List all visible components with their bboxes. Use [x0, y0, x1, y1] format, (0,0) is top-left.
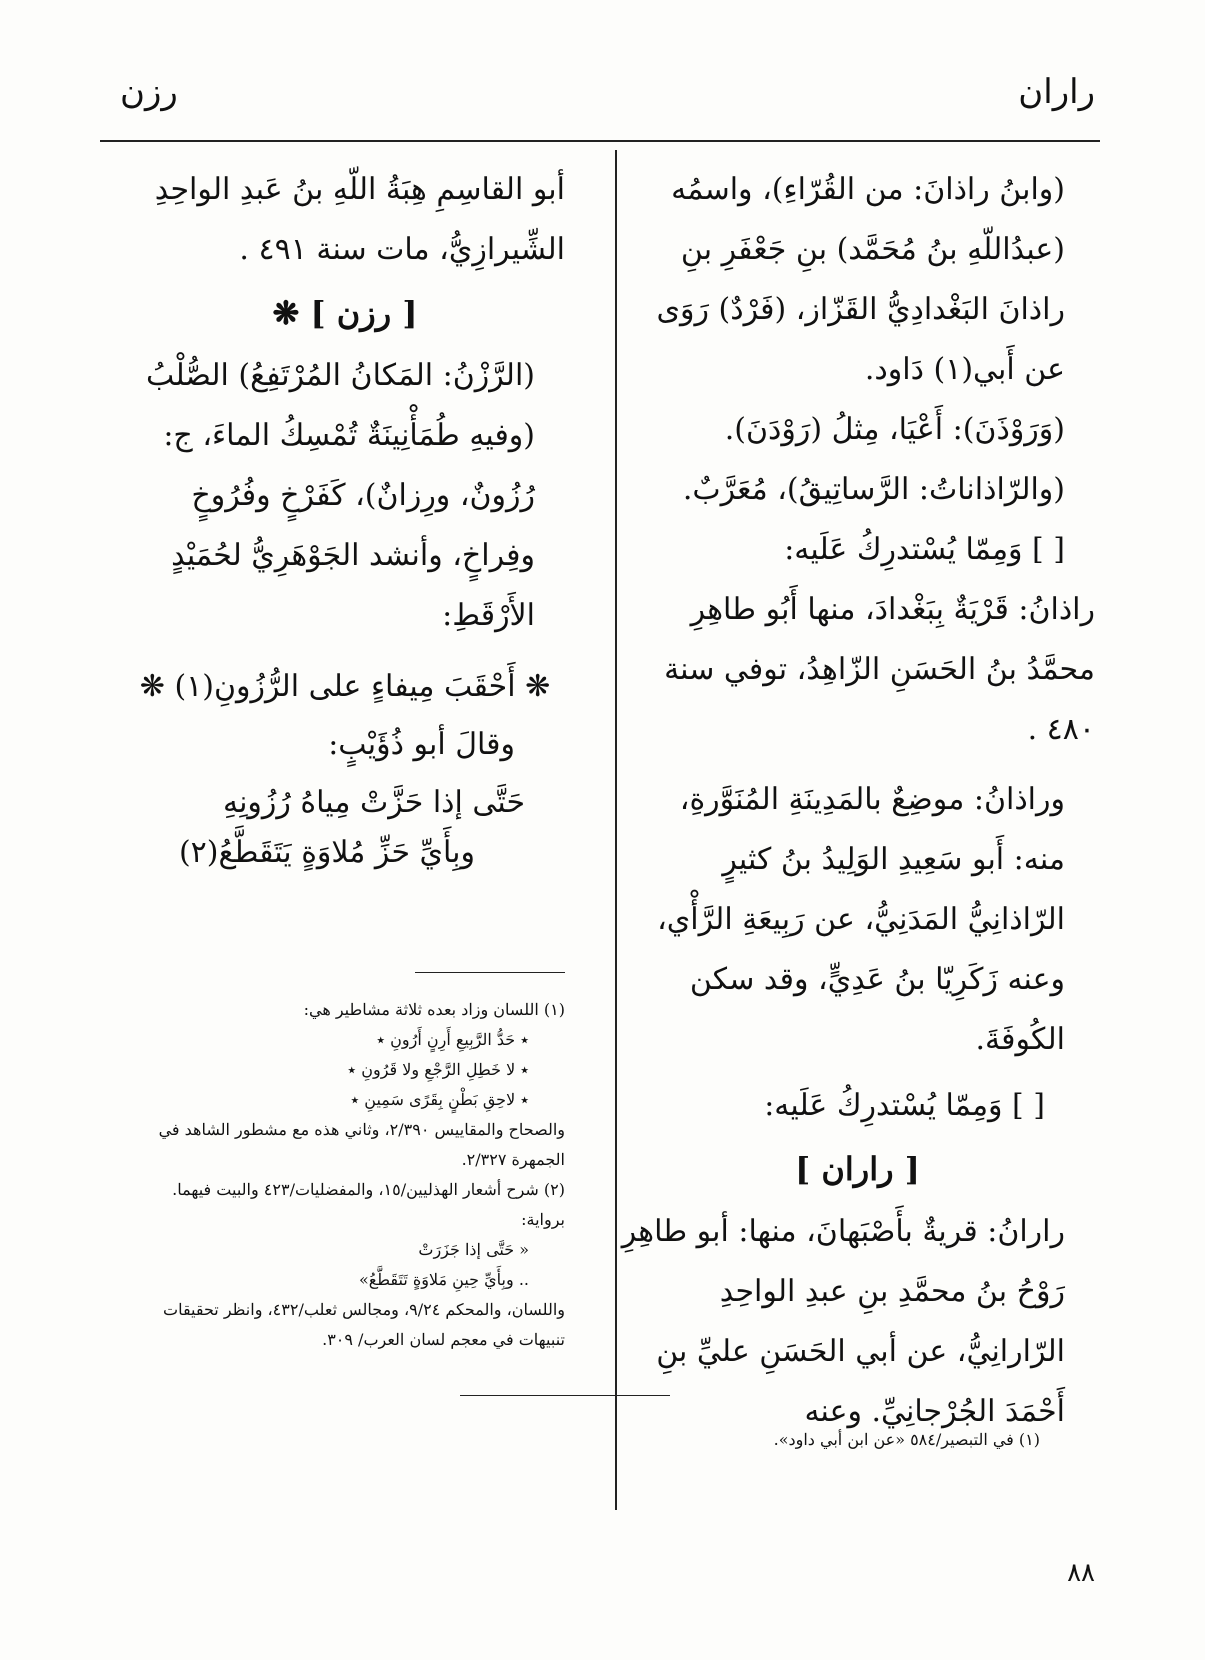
entry-paragraph: (الرَّزْنُ: المَكانُ المُرْتَفِعُ) الصُّلْبُ (وفيهِ طُمَأْنِينَةٌ تُمْسِكُ الماءَ، ج: رُزُونٌ، ورِزانٌ)، كَفَرْخٍ وفُرُوخٍ وفِراخٍ، وأنشد الجَوْهَرِيُّ لحُمَيْدٍ الأَرْقَطِ: [146, 358, 535, 633]
footnote-line: والصحاح والمقاييس ٢/٣٩٠، وثاني هذه مع مشطور الشاهد في الجمهرة ٢/٣٢٧. [158, 1120, 565, 1169]
verse-line: حَتَّى إذا حَزَّتْ مِياهُ رُزُونِهِ [223, 785, 525, 820]
footnotes-left [125, 995, 565, 1355]
verse-line: وبِأَيِّ حَزِّ مُلاوَةٍ يَتَقَطَّعُ(٢) [178, 835, 475, 870]
footnote-right: (١) في التبصير/٥٨٤ «عن ابن أبي داود». [773, 1430, 1040, 1449]
verse-line: ❋ أَحْقَبَ مِيفاءٍ على الرُّزُونِ(١) ❋ [139, 669, 551, 704]
page-number: ٨٨ [1067, 1558, 1095, 1588]
footnote-line: .. وبِأَيِّ حِينِ مَلاوَةٍ تَتَقَطَّعُ» [358, 1270, 529, 1289]
running-header-left: رزن [120, 72, 178, 112]
entry-paragraph: (وَرَوْذَنَ): أَعْيَا، مِثلُ (رَوْدَنَ). [724, 412, 1065, 447]
footnote-rule [460, 1395, 670, 1396]
running-header-right: راران [1018, 72, 1095, 112]
column-divider [615, 150, 617, 1510]
entry-paragraph: (والرّاذاناتُ: الرَّساتِيقُ)، مُعَرَّبٌ. [682, 472, 1065, 507]
left-column [125, 160, 565, 874]
entry-paragraph: وراذانُ: موضِعٌ بالمَدِينَةِ المُنَوَّرةِ، منه: أَبو سَعِيدِ الوَلِيدُ بنُ كثيرٍ الرّاذانِيُّ المَدَنِيُّ، عن رَبِيعَةِ الرَّأْي، وعنه زَكَرِيّا بنُ عَدِيٍّ، وقد سكن الكُوفَةَ. [657, 782, 1065, 1057]
footnote-line: (٢) شرح أشعار الهذليين/١٥، والمفضليات/٤٢٣ والبيت فيهما. برواية: [172, 1180, 565, 1229]
entry-paragraph: أبو القاسِمِ هِبَةُ اللّهِ بنُ عَبدِ الواحِدِ الشِّيرازِيُّ، مات سنة ٤٩١ . [154, 172, 565, 267]
addendum-heading: [ ] وَمِمّا يُسْتدرِكُ عَلَيه: [764, 1088, 1045, 1123]
footnote-line: واللسان، والمحكم ٩/٢٤، ومجالس ثعلب/٤٣٢، وانظر تحقيقات تنبيهات في معجم لسان العرب/ ٣٠٩. [163, 1300, 565, 1349]
footnote-rule [415, 972, 565, 973]
addendum-heading: [ ] وَمِمّا يُسْتدرِكُ عَلَيه: [784, 532, 1065, 567]
entry-paragraph: رارانُ: قريةٌ بأَصْبَهانَ، منها: أبو طاهِرِ رَوْحُ بنُ محمَّدِ بنِ عبدِ الواحِدِ الرّارانِيُّ، عن أبي الحَسَنِ عليِّ بنِ أَحْمَدَ الجُرْجانِيِّ. وعنه [621, 1214, 1065, 1429]
entry-paragraph: (وابنُ راذانَ: من القُرّاءِ)، واسمُه (عبدُاللّهِ بنُ مُحَمَّد) بنِ جَعْفَرِ بنِ راذانَ البَغْدادِيُّ القَزّاز، (فَرْدٌ) رَوَى عن أَبي(١) دَاود. [656, 172, 1065, 387]
right-column [620, 160, 1095, 1442]
verse-intro: وقالَ أبو ذُؤَيْبٍ: [328, 727, 515, 762]
entry-paragraph: راذانُ: قَرْيَةٌ بِبَغْدادَ، منها أَبُو طاهِرِ محمَّدُ بنُ الحَسَنِ الزّاهِدُ، توفي سنة ٤٨٠ . [664, 592, 1095, 747]
footnote-line: ٭ لاحِقِ بَطْنٍ بِقَرًى سَمِينِ ٭ [350, 1090, 529, 1109]
footnote-line: « حَتَّى إذا جَزَرَتْ [418, 1240, 529, 1259]
footnote-line: ٭ لا خَطِلِ الرَّجْعِ ولا قَرُونِ ٭ [347, 1060, 529, 1079]
section-title-raran: [ راران ] [795, 1150, 920, 1188]
header-rule [100, 140, 1100, 142]
footnote-line: ٭ حَدُّ الرَّبِيعِ أَرِنٍ أَرُونِ ٭ [376, 1030, 529, 1049]
section-title-razn: [ رزن ] ❋ [272, 294, 418, 332]
footnote-line: (١) اللسان وزاد بعده ثلاثة مشاطير هي: [303, 1000, 565, 1019]
